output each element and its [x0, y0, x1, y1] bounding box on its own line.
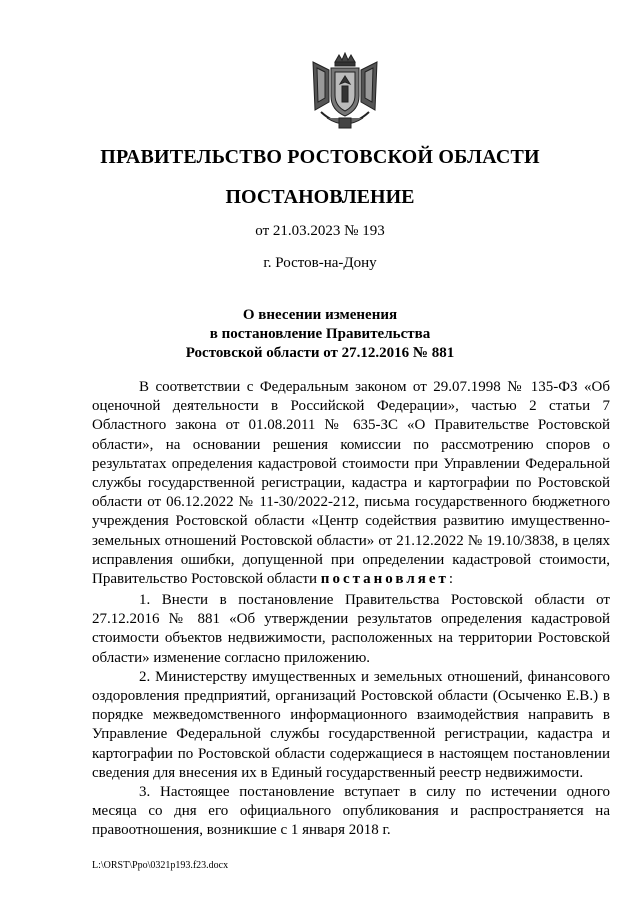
decree-items: [92, 591, 610, 841]
decree-item-3: 3. Настоящее постановление вступает в силу по истечении одного месяца со дня его официального опубликования и распространяется на правоотношения, возникшие с 1 января 2018 г.: [92, 784, 610, 839]
decree-item-1: 1. Внести в постановление Правительства Ростовской области от 27.12.2016 № 881 «Об утверждении результатов определения кадастровой стоимости объектов недвижимости, расположенных на территории Ростовской области» изменение согласно приложению.: [92, 592, 610, 666]
preamble-paragraph: [92, 378, 610, 589]
preamble-text: В соответствии с Федеральным законом от 29.07.1998 № 135-ФЗ «Об оценочной деятельности в Российской Федерации», частью 2 статьи 7 Областного закона от 01.08.2011 № 635-ЗС «О Правительстве Ростовской области», на основании решения комиссии по рассмотрению споров о результатах определения кадастровой стоимости при Управлении Федеральной службы государственной регистрации, кадастра и картографии по Ростовской области от 06.12.2022 № 11-30/2022-212, письма государственного бюджетного учреждения Ростовской области «Центр содействия развитию имущественно-земельных отношений Ростовской области» от 21.12.2022 № 19.10/3838, в целях исправления ошибки, допущенной при определении кадастровой стоимости, Правительство Ростовской области: [92, 379, 610, 588]
document-city: г. Ростов-на-Дону: [263, 255, 377, 271]
document-heading: [0, 306, 640, 363]
heading-line-2: в постановление Правительства: [209, 326, 431, 342]
coat-of-arms-icon: [309, 52, 381, 134]
preamble-block: [92, 378, 610, 589]
footer-file-path: L:\ORST\Ppo\0321p193.f23.docx: [92, 860, 229, 871]
heading-line-3: Ростовской области от 27.12.2016 № 881: [185, 345, 455, 361]
government-title: ПРАВИТЕЛЬСТВО РОСТОВСКОЙ ОБЛАСТИ: [100, 146, 540, 168]
decree-word: постановляет: [320, 571, 449, 588]
decree-item-2: 2. Министерству имущественных и земельных отношений, финансового оздоровления предприятий, организаций Ростовской области (Осыченко Е.В.) в порядке межведомственного информационного взаимодействия направить в Управление Федеральной службы государственной регистрации, кадастра и картографии по Ростовской области содержащиеся в настоящем постановлении сведения для внесения их в Единый государственный реестр недвижимости.: [92, 668, 610, 781]
document-date-number: от 21.03.2023 № 193: [255, 223, 385, 239]
heading-line-1: О внесении изменения: [242, 307, 398, 323]
decree-colon: :: [448, 571, 454, 588]
document-type: ПОСТАНОВЛЕНИЕ: [225, 186, 415, 208]
